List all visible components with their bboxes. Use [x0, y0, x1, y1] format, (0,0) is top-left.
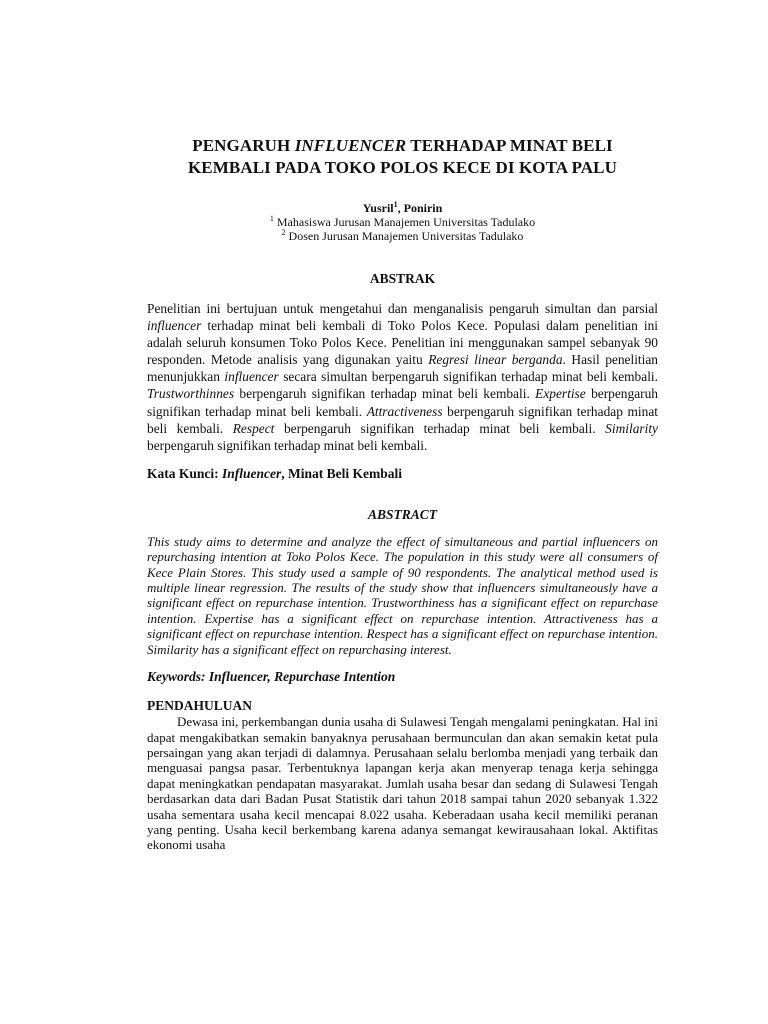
kata-kunci-rest: , Minat Beli Kembali: [281, 465, 403, 481]
affiliation-2-text: Dosen Jurusan Manajemen Universitas Tadulako: [288, 229, 524, 243]
kata-kunci-italic-term: Influencer: [222, 465, 282, 481]
abstrak-paragraph: [147, 300, 658, 454]
abstrak-italic-1: influencer: [147, 318, 202, 334]
pendahuluan-heading: PENDAHULUAN: [147, 698, 253, 714]
kata-kunci: [147, 466, 658, 482]
title-text-part1: PENGARUH: [192, 136, 295, 155]
author-name-1: Yusril: [362, 201, 394, 215]
abstrak-italic-2: Regresi linear berganda: [428, 352, 563, 368]
abstract-heading: ABSTRACT: [367, 506, 438, 522]
abstrak-italic-6: Attractiveness: [366, 403, 443, 419]
affiliation-2-superscript: 2: [281, 228, 286, 237]
affiliation-1-superscript: 1: [269, 214, 274, 223]
abstrak-text-8: berpengaruh signifikan terhadap minat beli kembali.: [274, 420, 606, 436]
abstrak-italic-7: Respect: [232, 420, 275, 436]
abstrak-heading: ABSTRAK: [369, 271, 436, 286]
abstract-paragraph: This study aims to determine and analyze the effect of simultaneous and partial influencers on repurchasing intention at Toko Polos Kece. The population in this study were all consumers of Kece Plain Stores. This study used a sample of 90 respondents. The analytical method used is multiple linear regression. The results of the study show that influencers simultaneously have a significant effect on repurchase intention. Trustworthiness has a significant effect on repurchase intention. Expertise has a significant effect on repurchase intention. Attractiveness has a significant effect on repurchase intention. Respect has a significant effect on repurchase intention. Similarity has a significant effect on repurchasing interest.: [147, 533, 658, 657]
kata-kunci-label: Kata Kunci:: [147, 465, 223, 481]
abstrak-text-9: berpengaruh signifikan terhadap minat beli kembali.: [147, 437, 428, 453]
paper-title: [147, 135, 658, 179]
affiliation-1: [147, 215, 658, 229]
abstrak-text-1: Penelitian ini bertujuan untuk mengetahui dan menganalisis pengaruh simultan dan parsial: [147, 301, 658, 316]
abstrak-text-6: berpengaruh signifikan terhadap minat beli kembali.: [147, 386, 658, 419]
abstrak-italic-5: Expertise: [535, 386, 586, 402]
keywords-line: Keywords: Influencer, Repurchase Intention: [147, 669, 396, 685]
abstrak-italic-4: Trustworthinnes: [147, 386, 235, 402]
abstrak-italic-3: influencer: [224, 369, 279, 385]
pendahuluan-paragraph: Dewasa ini, perkembangan dunia usaha di Sulawesi Tengah mengalami peningkatan. Hal ini dapat mengakibatkan semakin banyaknya perusahaan bermunculan dan akan semakin ketat pula persaingan yang akan terjadi di dalamnya. Perusahaan selalu berlomba menjadi yang terbaik dan menguasai pangsa pasar. Terbentuknya lapangan kerja akan menyerap tenaga kerja sehingga dapat meningkatkan pendapatan masyarakat. Jumlah usaha besar dan sedang di Sulawesi Tengah berdasarkan data dari Badan Pusat Statistik dari tahun 2018 sampai tahun 2020 sebanyak 1.322 usaha sementara usaha kecil mencapai 8.022 usaha. Keberadaan usaha kecil memiliki peranan yang penting. Usaha kecil berkembang karena adanya semangat kewirausahaan lokal. Aktifitas ekonomi usaha: [147, 714, 658, 853]
abstrak-text-3: . Hasil penelitian menunjukkan: [147, 352, 659, 385]
page-content: [147, 135, 658, 853]
abstrak-text-7: berpengaruh signifikan terhadap minat beli kembali.: [147, 403, 658, 436]
affiliation-2: [147, 229, 658, 243]
abstrak-text-2: terhadap minat beli kembali di Toko Polos Kece. Populasi dalam penelitian ini adalah seluruh konsumen Toko Polos Kece. Penelitian ini menggunakan sampel sebanyak 90 responden. Metode analisis yang digunakan yaitu: [147, 318, 658, 368]
affiliation-1-text: Mahasiswa Jurusan Manajemen Universitas Tadulako: [276, 215, 536, 229]
title-italic-word: INFLUENCER: [294, 136, 407, 155]
title-line2: KEMBALI PADA TOKO POLOS KECE DI KOTA PALU: [187, 158, 617, 177]
author-separator: ,: [397, 201, 404, 215]
abstrak-italic-8: Similarity: [605, 420, 658, 436]
author-name-2: Ponirin: [403, 201, 443, 215]
author-names: [147, 201, 658, 215]
author-block: [147, 201, 658, 243]
title-text-part2: TERHADAP MINAT BELI: [406, 136, 613, 155]
abstrak-text-5: berpengaruh signifikan terhadap minat beli kembali.: [234, 386, 536, 402]
author-superscript-1: 1: [393, 200, 398, 209]
abstrak-text-4: secara simultan berpengaruh signifikan terhadap minat beli kembali.: [278, 369, 658, 385]
